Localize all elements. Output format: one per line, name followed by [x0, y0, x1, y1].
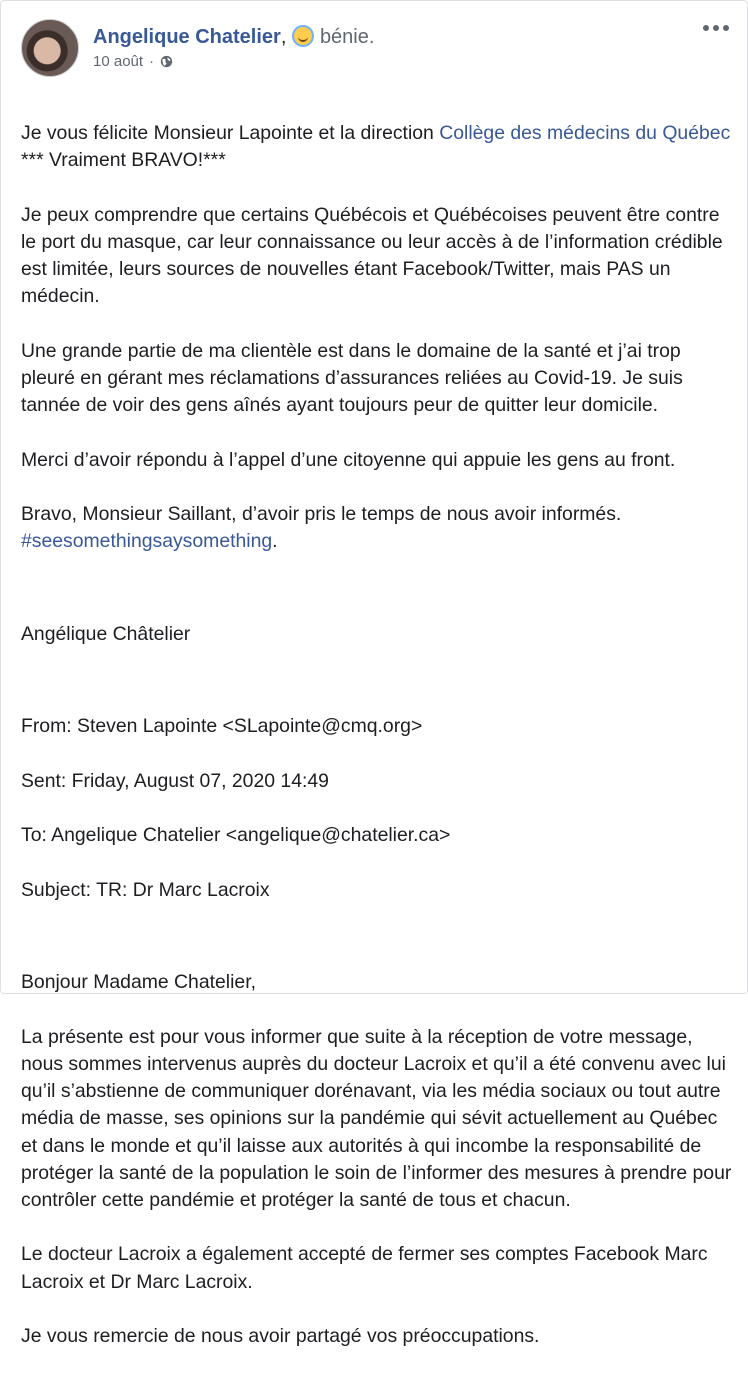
- globe-icon[interactable]: [160, 55, 173, 68]
- signature: Angélique Châtelier: [21, 622, 191, 645]
- paragraph-clientele: Une grande partie de ma clientèle est dans le domaine de la santé et j’ai trop pleuré en gérant mes réclamations d’assurances reliées au Covid-19. Je suis tannée de voir des gens aînés ayant toujours peur de quitter leur domicile.: [21, 339, 683, 417]
- post-date[interactable]: 10 août: [93, 53, 144, 70]
- letter-paragraph-2: Le docteur Lacroix a également accepté de fermer ses comptes Facebook Marc Lacroix et Dr Marc Lacroix.: [21, 1243, 708, 1293]
- comma: ,: [280, 26, 287, 48]
- letter-paragraph-3: Je vous remercie de nous avoir partagé vos préoccupations.: [21, 1324, 540, 1347]
- intro-paragraph: [21, 120, 733, 174]
- letter-greeting: Bonjour Madame Chatelier,: [21, 971, 256, 994]
- intro-text: Je vous félicite Monsieur Lapointe et la direction: [21, 122, 440, 145]
- paragraph-bravo: [21, 501, 733, 555]
- bravo-text: *** Vraiment BRAVO!***: [21, 149, 226, 172]
- more-horizontal-icon[interactable]: [703, 25, 729, 31]
- letter-paragraph-1: La présente est pour vous informer que suite à la réception de votre message, nous sommes intervenus auprès du docteur Lacroix et qu’il a été convenu avec lui qu’il s’abstienne de communiquer dorénavant, via les média sociaux ou tout autre média de masse, ses opinions sur la pandémie qui sévit actuellement au Québec et dans le monde et qu’il laisse aux autorités à qui incombe la responsabilité de protéger la santé de la population le soin de l’informer des mesures à prendre pour contrôler cette pandémie et protéger la santé de tous et chacun.: [21, 1025, 732, 1211]
- email-sent: Sent: Friday, August 07, 2020 14:49: [21, 769, 329, 792]
- feeling-text: bénie.: [319, 26, 375, 48]
- paragraph-masque: Je peux comprendre que certains Québécois et Québécoises peuvent être contre le port du masque, car leur connaissance ou leur accès à de l’information crédible est limitée, leurs sources de nouvelles étant Facebook/Twitter, mais PAS un médecin.: [21, 203, 723, 308]
- post-meta: [93, 24, 374, 70]
- avatar[interactable]: [21, 19, 79, 77]
- post-subline: [93, 53, 374, 70]
- author-name[interactable]: Angelique Chatelier: [93, 26, 281, 48]
- name-line: [93, 24, 374, 50]
- email-to: To: Angelique Chatelier <angelique@chatelier.ca>: [21, 824, 451, 847]
- bravo-saillant-text: Bravo, Monsieur Saillant, d’avoir pris le temps de nous avoir informés.: [21, 503, 622, 526]
- email-subject: Subject: TR: Dr Marc Lacroix: [21, 878, 270, 901]
- separator-dot: ·: [149, 53, 155, 70]
- college-link[interactable]: Collège des médecins du Québec: [439, 122, 731, 145]
- paragraph-merci: Merci d’avoir répondu à l’appel d’une citoyenne qui appuie les gens au front.: [21, 448, 676, 471]
- email-from: From: Steven Lapointe <SLapointe@cmq.org>: [21, 715, 423, 738]
- hashtag-end: .: [272, 530, 278, 553]
- post-header: [21, 19, 374, 77]
- halo-smile-emoji-icon: [292, 25, 314, 47]
- hashtag-link[interactable]: #seesomethingsaysomething: [21, 530, 273, 553]
- post-body: [21, 93, 733, 1377]
